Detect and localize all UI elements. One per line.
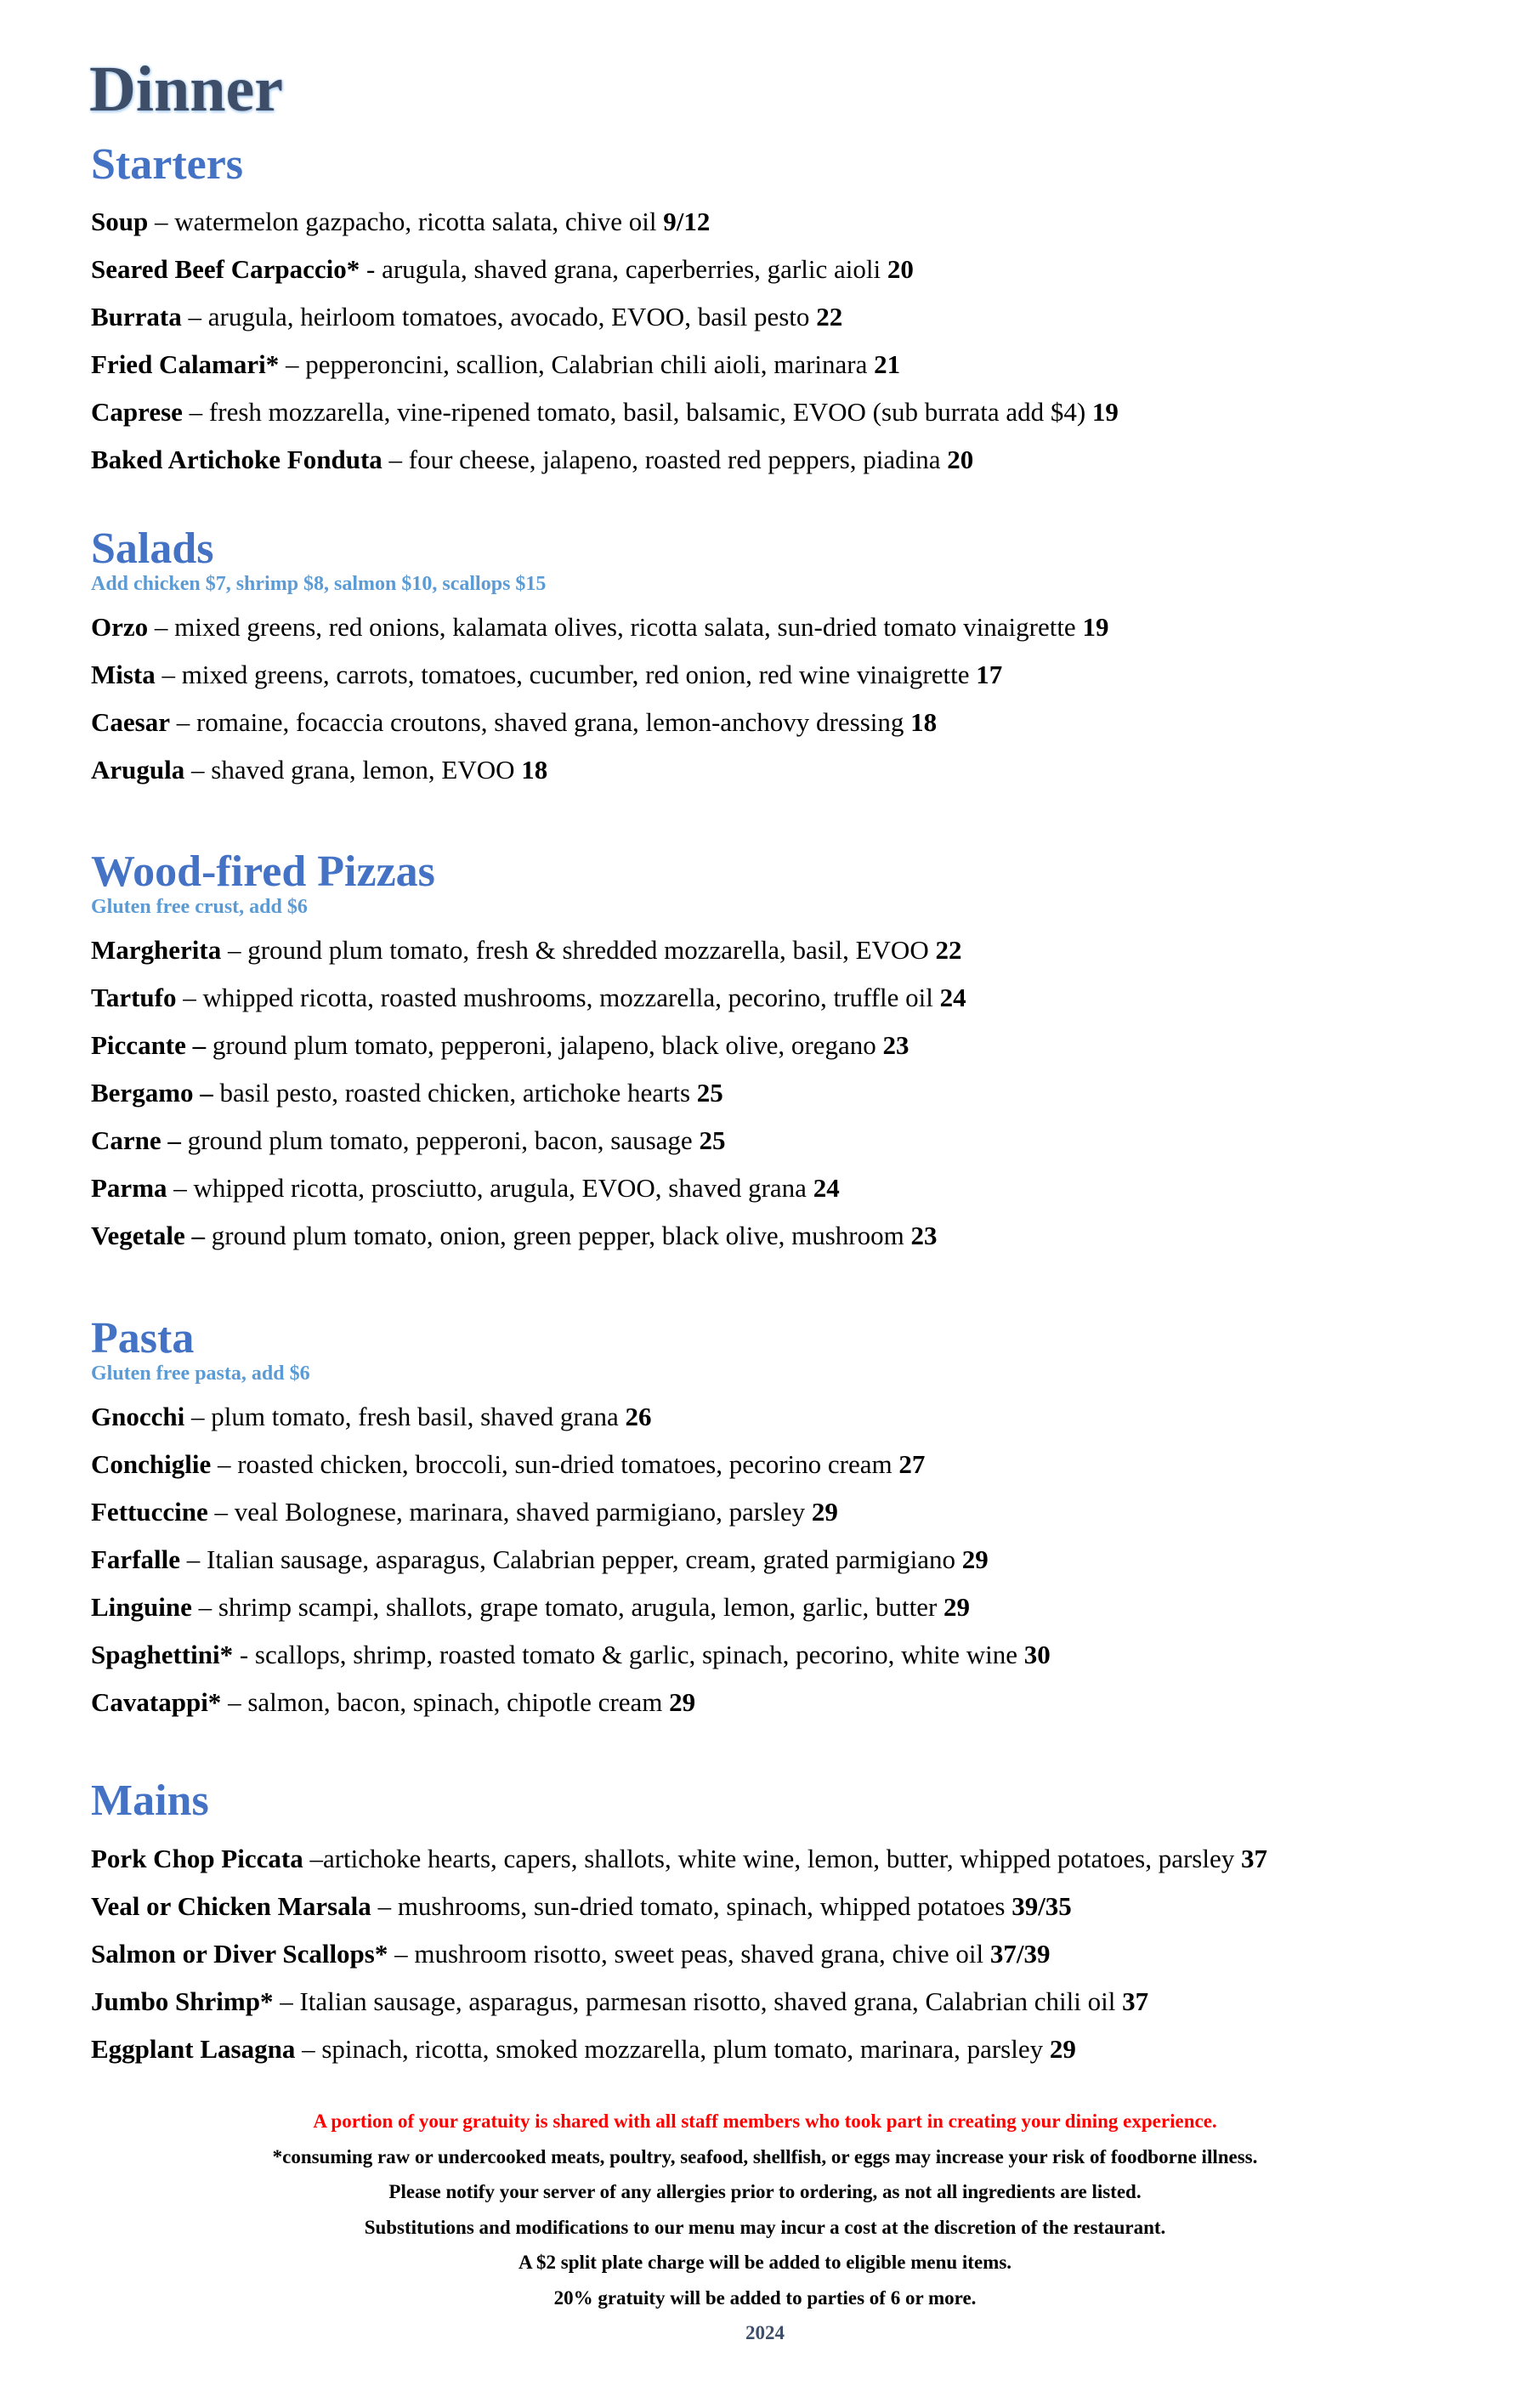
section-note: Gluten free pasta, add $6 [91,1363,310,1385]
item-price: 23 [882,1030,910,1060]
item-name: Tartufo [91,983,177,1012]
item-price: 29 [811,1497,838,1527]
menu-item [91,1631,1502,1679]
item-description: – mushrooms, sun-dried tomato, spinach, whipped potatoes [371,1891,1012,1921]
menu-item [91,1835,1502,1883]
item-name: Conchiglie [91,1449,212,1479]
item-name: Baked Artichoke Fonduta [91,445,382,474]
page-title: Dinner [89,54,283,125]
item-name: Salmon or Diver Scallops* [91,1939,388,1969]
item-price: 22 [935,935,962,965]
item-price: 19 [1082,612,1109,642]
section-heading: Salads [91,524,214,573]
item-price: 24 [813,1173,840,1203]
item-description: – shrimp scampi, shallots, grape tomato, arugula, lemon, garlic, butter [191,1592,944,1622]
item-price: 29 [961,1544,989,1574]
item-price: 27 [898,1449,926,1479]
menu-item [91,1978,1502,2026]
item-description: – mixed greens, red onions, kalamata olives, ricotta salata, sun-dried tomato vinaigrette [148,612,1083,642]
item-description: – spinach, ricotta, smoked mozzarella, plum tomato, marinara, parsley [295,2034,1050,2064]
item-price: 29 [669,1687,696,1717]
item-description: – Italian sausage, asparagus, Calabrian pepper, cream, grated parmigiano [180,1544,962,1574]
footer-line: Substitutions and modifications to our menu may incur a cost at the discretion of the restaurant. [364,2216,1166,2238]
item-price: 24 [939,983,966,1012]
menu-section-starters [91,139,1502,484]
footer-year: 2024 [745,2322,785,2343]
item-name: Veal or Chicken Marsala [91,1891,371,1921]
menu-item [91,246,1502,293]
menu-item [91,388,1502,436]
item-description: – Italian sausage, asparagus, parmesan risotto, shaved grana, Calabrian chili oil [273,1986,1123,2016]
footer-line: A $2 split plate charge will be added to eligible menu items. [518,2252,1012,2273]
menu-item [91,341,1502,388]
menu-item-list [91,198,1502,484]
menu-item [91,1584,1502,1631]
item-description: – pepperoncini, scallion, Calabrian chili aioli, marinara [279,349,875,379]
item-name: Spaghettini* [91,1640,234,1669]
item-description: –artichoke hearts, capers, shallots, white wine, lemon, butter, whipped potatoes, parsley [303,1844,1241,1873]
item-name: Pork Chop Piccata [91,1844,303,1873]
menu-item [91,1883,1502,1930]
menu-section-salads [91,524,1502,794]
item-name: Caprese [91,397,183,427]
item-description: – four cheese, jalapeno, roasted red peppers, piadina [382,445,948,474]
item-name: Mista [91,660,156,689]
item-description: – arugula, heirloom tomatoes, avocado, EVOO, basil pesto [181,302,817,331]
item-description: – mixed greens, carrots, tomatoes, cucumber, red onion, red wine vinaigrette [155,660,977,689]
item-name: Bergamo – [91,1078,213,1108]
menu-item [91,1212,1502,1260]
item-name: Parma [91,1173,167,1203]
item-name: Cavatappi* [91,1687,222,1717]
menu-section-pasta [91,1313,1502,1726]
item-name: Seared Beef Carpaccio* [91,254,360,284]
menu-item [91,699,1502,746]
item-price: 20 [947,445,974,474]
item-name: Fettuccine [91,1497,208,1527]
item-description: – mushroom risotto, sweet peas, shaved grana, chive oil [388,1939,990,1969]
menu-item [91,651,1502,699]
menu-item [91,2026,1502,2073]
section-heading: Starters [91,140,244,189]
item-description: – shaved grana, lemon, EVOO [184,755,522,785]
item-price: 26 [625,1402,652,1431]
item-description: – veal Bolognese, marinara, shaved parmigiano, parsley [207,1497,812,1527]
item-price: 29 [944,1592,971,1622]
item-price: 29 [1049,2034,1076,2064]
footer-line: *consuming raw or undercooked meats, poultry, seafood, shellfish, or eggs may increase your risk of foodborne illness. [272,2145,1258,2167]
menu-item [91,1022,1502,1069]
item-name: Linguine [91,1592,192,1622]
item-description: ground plum tomato, onion, green pepper, black olive, mushroom [205,1221,911,1250]
item-name: Orzo [91,612,149,642]
item-name: Jumbo Shrimp* [91,1986,274,2016]
item-price: 18 [521,755,548,785]
menu-item [91,436,1502,484]
item-price: 21 [874,349,901,379]
section-heading: Wood-fired Pizzas [91,847,435,896]
item-name: Fried Calamari* [91,349,280,379]
item-price: 25 [696,1078,723,1108]
item-description: – romaine, focaccia croutons, shaved grana, lemon-anchovy dressing [169,707,911,737]
menu-item-list [91,926,1502,1260]
menu-item-list [91,1393,1502,1726]
menu-item [91,603,1502,651]
item-price: 18 [910,707,938,737]
item-price: 23 [910,1221,938,1250]
item-description: – ground plum tomato, fresh & shredded mozzarella, basil, EVOO [221,935,936,965]
menu-item [91,1117,1502,1164]
menu-item [91,1488,1502,1536]
item-price: 37 [1240,1844,1267,1873]
item-description: ground plum tomato, pepperoni, jalapeno, black olive, oregano [206,1030,883,1060]
menu-item [91,1069,1502,1117]
item-description: ground plum tomato, pepperoni, bacon, sausage [180,1125,700,1155]
item-name: Arugula [91,755,185,785]
menu-item [91,1393,1502,1441]
gratuity-notice: A portion of your gratuity is shared with all staff members who took part in creating your dining experience. [313,2111,1217,2132]
footer-line: 20% gratuity will be added to parties of 6 or more. [553,2286,977,2309]
item-price: 20 [887,254,914,284]
item-description: – whipped ricotta, roasted mushrooms, mozzarella, pecorino, truffle oil [176,983,940,1012]
item-name: Gnocchi [91,1402,185,1431]
section-note: Add chicken $7, shrimp $8, salmon $10, scallops $15 [91,573,547,595]
item-name: Farfalle [91,1544,181,1574]
item-name: Caesar [91,707,170,737]
menu-section-wood-fired-pizzas [91,847,1502,1260]
menu-item-list [91,603,1502,794]
menu-item [91,746,1502,794]
menu-item [91,1536,1502,1584]
menu-section-mains [91,1776,1502,2073]
item-price: 19 [1091,397,1119,427]
menu-item [91,293,1502,341]
item-price: 25 [699,1125,726,1155]
item-price: 37 [1122,1986,1149,2016]
menu-item [91,1679,1502,1726]
section-note: Gluten free crust, add $6 [91,896,308,918]
item-price: 22 [816,302,843,331]
menu-item [91,1164,1502,1212]
item-name: Burrata [91,302,182,331]
menu-item-list [91,1835,1502,2073]
item-description: – watermelon gazpacho, ricotta salata, chive oil [148,207,664,236]
item-description: – roasted chicken, broccoli, sun-dried tomatoes, pecorino cream [211,1449,899,1479]
menu-item [91,198,1502,246]
item-price: 30 [1023,1640,1051,1669]
item-description: - arugula, shaved grana, caperberries, garlic aioli [360,254,887,284]
menu-item [91,926,1502,974]
item-name: Carne – [91,1125,181,1155]
item-description: - scallops, shrimp, roasted tomato & garlic, spinach, pecorino, white wine [233,1640,1024,1669]
item-description: basil pesto, roasted chicken, artichoke hearts [212,1078,697,1108]
item-price: 39/35 [1012,1891,1072,1921]
item-price: 9/12 [663,207,711,236]
item-description: – whipped ricotta, prosciutto, arugula, EVOO, shaved grana [167,1173,813,1203]
footer [0,2104,1530,2351]
item-name: Soup [91,207,149,236]
section-heading: Pasta [91,1314,195,1363]
item-description: – salmon, bacon, spinach, chipotle cream [221,1687,670,1717]
menu-item [91,974,1502,1022]
item-price: 37/39 [989,1939,1051,1969]
item-description: – fresh mozzarella, vine-ripened tomato, basil, balsamic, EVOO (sub burrata add $4) [182,397,1092,427]
item-description: – plum tomato, fresh basil, shaved grana [184,1402,626,1431]
item-name: Vegetale – [91,1221,206,1250]
item-name: Margherita [91,935,222,965]
item-name: Piccante – [91,1030,207,1060]
footer-line: Please notify your server of any allergies prior to ordering, as not all ingredients are listed. [388,2181,1142,2202]
item-name: Eggplant Lasagna [91,2034,296,2064]
menu-item [91,1441,1502,1488]
item-price: 17 [976,660,1003,689]
menu-item [91,1930,1502,1978]
section-heading: Mains [91,1776,209,1825]
